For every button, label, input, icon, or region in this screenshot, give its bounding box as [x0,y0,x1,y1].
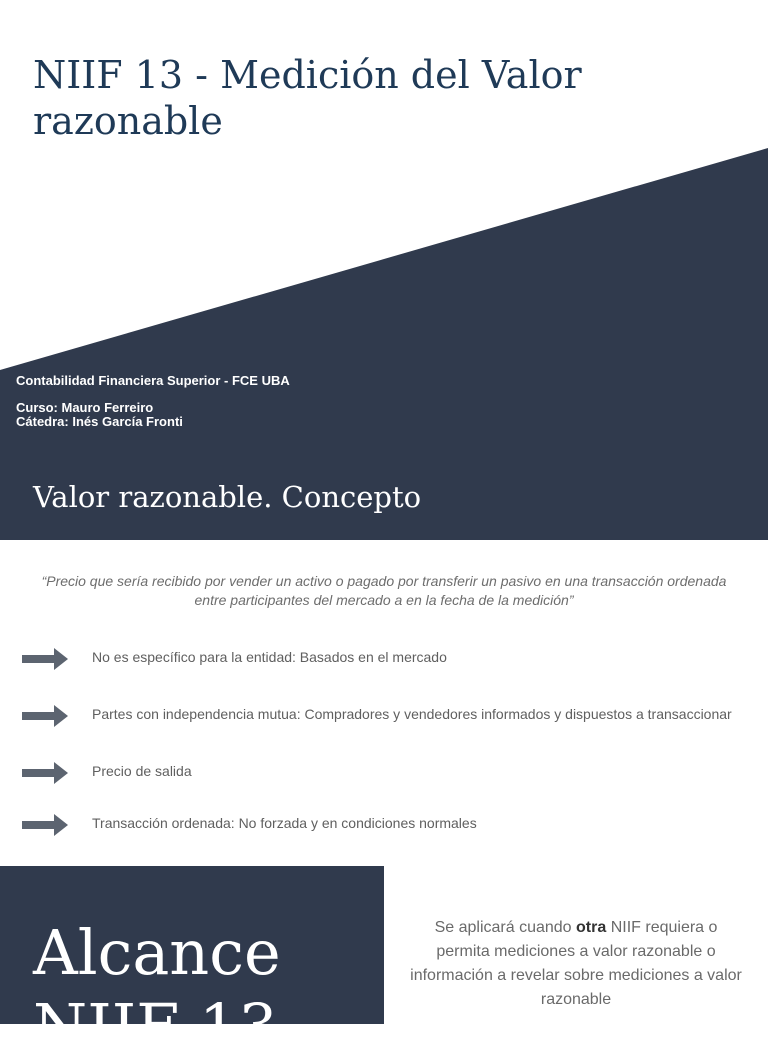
scope-title-line2: NIIF 13 [33,990,278,1063]
scope-text-bold: otra [576,919,607,936]
right-arrow-icon [22,648,70,670]
scope-title [33,916,281,1064]
definition-quote: “Precio que sería recibido por vender un activo o pagado por transferir un pasivo en una transacción ordenada entre participantes del mercado a en la fecha de la medición” [41,573,727,608]
course-info [16,374,290,429]
right-arrow-icon [22,705,70,727]
bullet-item [0,700,768,730]
concept-title: Valor razonable. Concepto [33,480,422,514]
title-slide [0,0,768,460]
concept-header [0,460,768,540]
teacher-name: Curso: Mauro Ferreiro [16,400,154,415]
scope-text-pre: Se aplicará cuando [434,919,577,936]
bullet-item [0,809,768,839]
right-arrow-icon [22,762,70,784]
scope-text [410,916,742,1012]
bullet-item [0,643,768,673]
bullet-text: Partes con independencia mutua: Compradores y vendedores informados y dispuestos a transaccionar [92,706,732,722]
bullet-text: Precio de salida [92,763,192,779]
concept-slide [0,460,768,866]
bullet-item [0,757,768,787]
scope-title-panel [0,866,384,1063]
scope-slide [0,866,768,1063]
right-arrow-icon [22,814,70,836]
bullet-text: No es específico para la entidad: Basados en el mercado [92,649,447,665]
chair-name: Cátedra: Inés García Fronti [16,414,183,429]
scope-title-line1: Alcance [33,916,281,989]
bullet-text: Transacción ordenada: No forzada y en condiciones normales [92,815,477,831]
course-name: Contabilidad Financiera Superior - FCE UBA [16,373,290,388]
presentation-title: NIIF 13 - Medición del Valor razonable [33,53,582,143]
scope-text-post: NIIF requiera o permita mediciones a valor razonable o información a revelar sobre mediciones a valor razonable [410,919,742,1008]
